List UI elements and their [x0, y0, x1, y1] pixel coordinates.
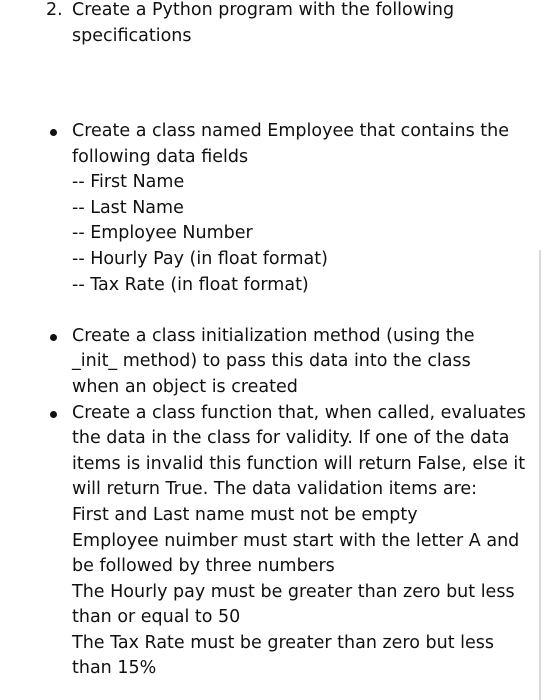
question-text — [72, 0, 516, 49]
question-line: specifications — [72, 25, 192, 46]
bullet-icon — [50, 334, 57, 341]
question-line: Create a Python program with the following — [72, 0, 455, 20]
list-item-line: Employee nuimber must start with the letter A and — [72, 530, 520, 551]
bullet-icon — [50, 411, 57, 418]
list-item-line: The Tax Rate must be greater than zero but less — [72, 632, 494, 653]
requirements-list — [50, 119, 530, 682]
list-item-line: -- Tax Rate (in float format) — [72, 274, 309, 295]
list-item — [50, 119, 530, 298]
list-item-line: be followed by three numbers — [72, 556, 335, 577]
scrollbar[interactable] — [539, 250, 541, 700]
list-item — [50, 324, 530, 401]
list-item-line: Create a class function that, when called, evaluates — [72, 402, 526, 423]
question-heading — [46, 0, 516, 49]
list-item-line: _init_ method) to pass this data into the class — [72, 351, 471, 372]
list-item-line: items is invalid this function will return False, else it — [72, 453, 526, 474]
list-item-line: Create a class named Employee that contains the — [72, 121, 509, 141]
list-spacer — [50, 298, 530, 324]
list-item-line: -- Last Name — [72, 197, 184, 218]
list-item — [50, 401, 530, 683]
list-item-line: -- First Name — [72, 172, 185, 193]
list-item-line: -- Hourly Pay (in float format) — [72, 248, 328, 269]
list-item-line: following data fields — [72, 146, 249, 167]
list-item-line: The Hourly pay must be greater than zero but less — [72, 581, 515, 602]
list-item-line: Create a class initialization method (using the — [72, 325, 475, 346]
list-item-line: the data in the class for validity. If one of the data — [72, 428, 510, 449]
question-number: 2. — [46, 0, 63, 20]
bullet-icon — [50, 129, 57, 136]
list-item-line: than 15% — [72, 658, 157, 679]
list-item-line: than or equal to 50 — [72, 607, 241, 628]
list-item-line: will return True. The data validation items are: — [72, 479, 478, 500]
list-item-line: -- Employee Number — [72, 223, 253, 244]
list-item-line: when an object is created — [72, 376, 298, 397]
list-item-line: First and Last name must not be empty — [72, 504, 418, 525]
